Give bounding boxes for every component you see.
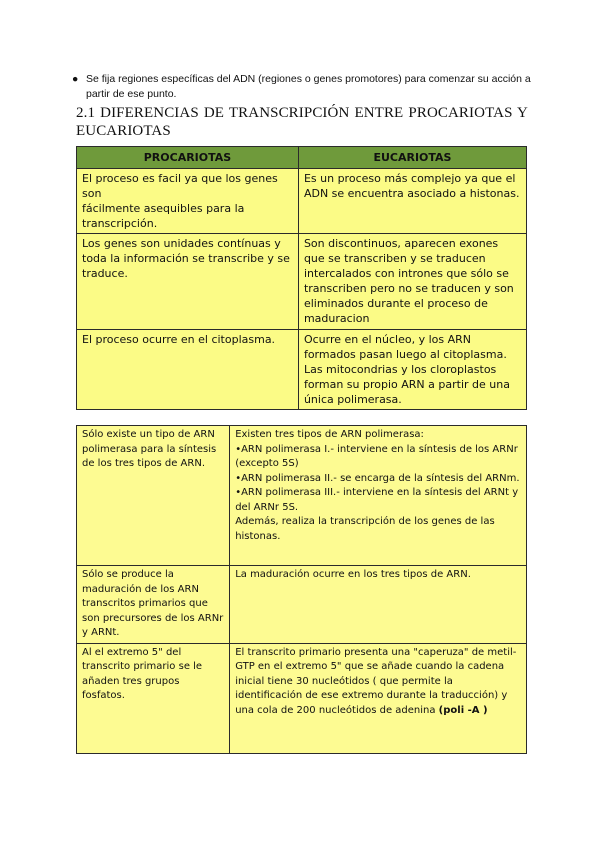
- table-row: [77, 234, 527, 330]
- cell-procariotas: El proceso ocurre en el citoplasma.: [77, 330, 299, 410]
- cell-eucariotas-text: El transcrito primario presenta una "caperuza" de metil-GTP en el extremo 5" que se añade cuando la cadena inicial tiene 30 nucleótidos ( que permite la identificación de ese extremo durante la traducción) y una cola de 200 nucleótidos de adenina: [235, 646, 517, 716]
- header-eucariotas: EUCARIOTAS: [298, 147, 526, 169]
- bullet-dot-icon: ●: [72, 73, 79, 85]
- table-row: [77, 566, 527, 644]
- table-row: [77, 643, 527, 753]
- cell-procariotas: Sólo se produce la maduración de los ARN transcritos primarios que son precursores de los ARNr y ARNt.: [77, 566, 230, 644]
- cell-eucariotas: Existen tres tipos de ARN polimerasa: •ARN polimerasa I.- interviene en la síntesis de los ARNr (excepto 5S) •ARN polimerasa II.- se encarga de la síntesis del ARNm. •ARN polimerasa III.- interviene en la síntesis del ARNt y del ARNr 5S. Además, realiza la transcripción de los genes de las histonas.: [230, 426, 527, 566]
- poli-a-label: (poli -A ): [438, 704, 488, 716]
- bullet-item: [72, 72, 531, 102]
- header-procariotas: PROCARIOTAS: [77, 147, 299, 169]
- cell-procariotas: El proceso es facil ya que los genes son fácilmente asequibles para la transcripción.: [77, 169, 299, 234]
- cell-procariotas: Los genes son unidades contínuas y toda la información se transcribe y se traduce.: [77, 234, 299, 330]
- cell-eucariotas: La maduración ocurre en los tres tipos de ARN.: [230, 566, 527, 644]
- comparison-table-1: [76, 146, 527, 410]
- cell-procariotas: Al el extremo 5" del transcrito primario se le añaden tres grupos fosfatos.: [77, 643, 230, 753]
- bullet-text: Se fija regiones específicas del ADN (regiones o genes promotores) para comenzar su acción a partir de ese punto.: [86, 73, 531, 100]
- comparison-table-2: [76, 425, 527, 754]
- table-header-row: [77, 147, 527, 169]
- section-heading: 2.1 DIFERENCIAS DE TRANSCRIPCIÓN ENTRE PROCARIOTAS Y EUCARIOTAS: [76, 105, 528, 139]
- cell-eucariotas: [230, 643, 527, 753]
- table-row: [77, 426, 527, 566]
- cell-procariotas: Sólo existe un tipo de ARN polimerasa para la síntesis de los tres tipos de ARN.: [77, 426, 230, 566]
- cell-eucariotas: Son discontinuos, aparecen exones que se transcriben y se traducen intercalados con intrones que sólo se transcriben pero no se traducen y son eliminados durante el proceso de maduracion: [298, 234, 526, 330]
- cell-eucariotas: Es un proceso más complejo ya que el ADN se encuentra asociado a histonas.: [298, 169, 526, 234]
- table-row: [77, 330, 527, 410]
- cell-eucariotas: Ocurre en el núcleo, y los ARN formados pasan luego al citoplasma. Las mitocondrias y los cloroplastos forman su propio ARN a partir de una única polimerasa.: [298, 330, 526, 410]
- table-row: [77, 169, 527, 234]
